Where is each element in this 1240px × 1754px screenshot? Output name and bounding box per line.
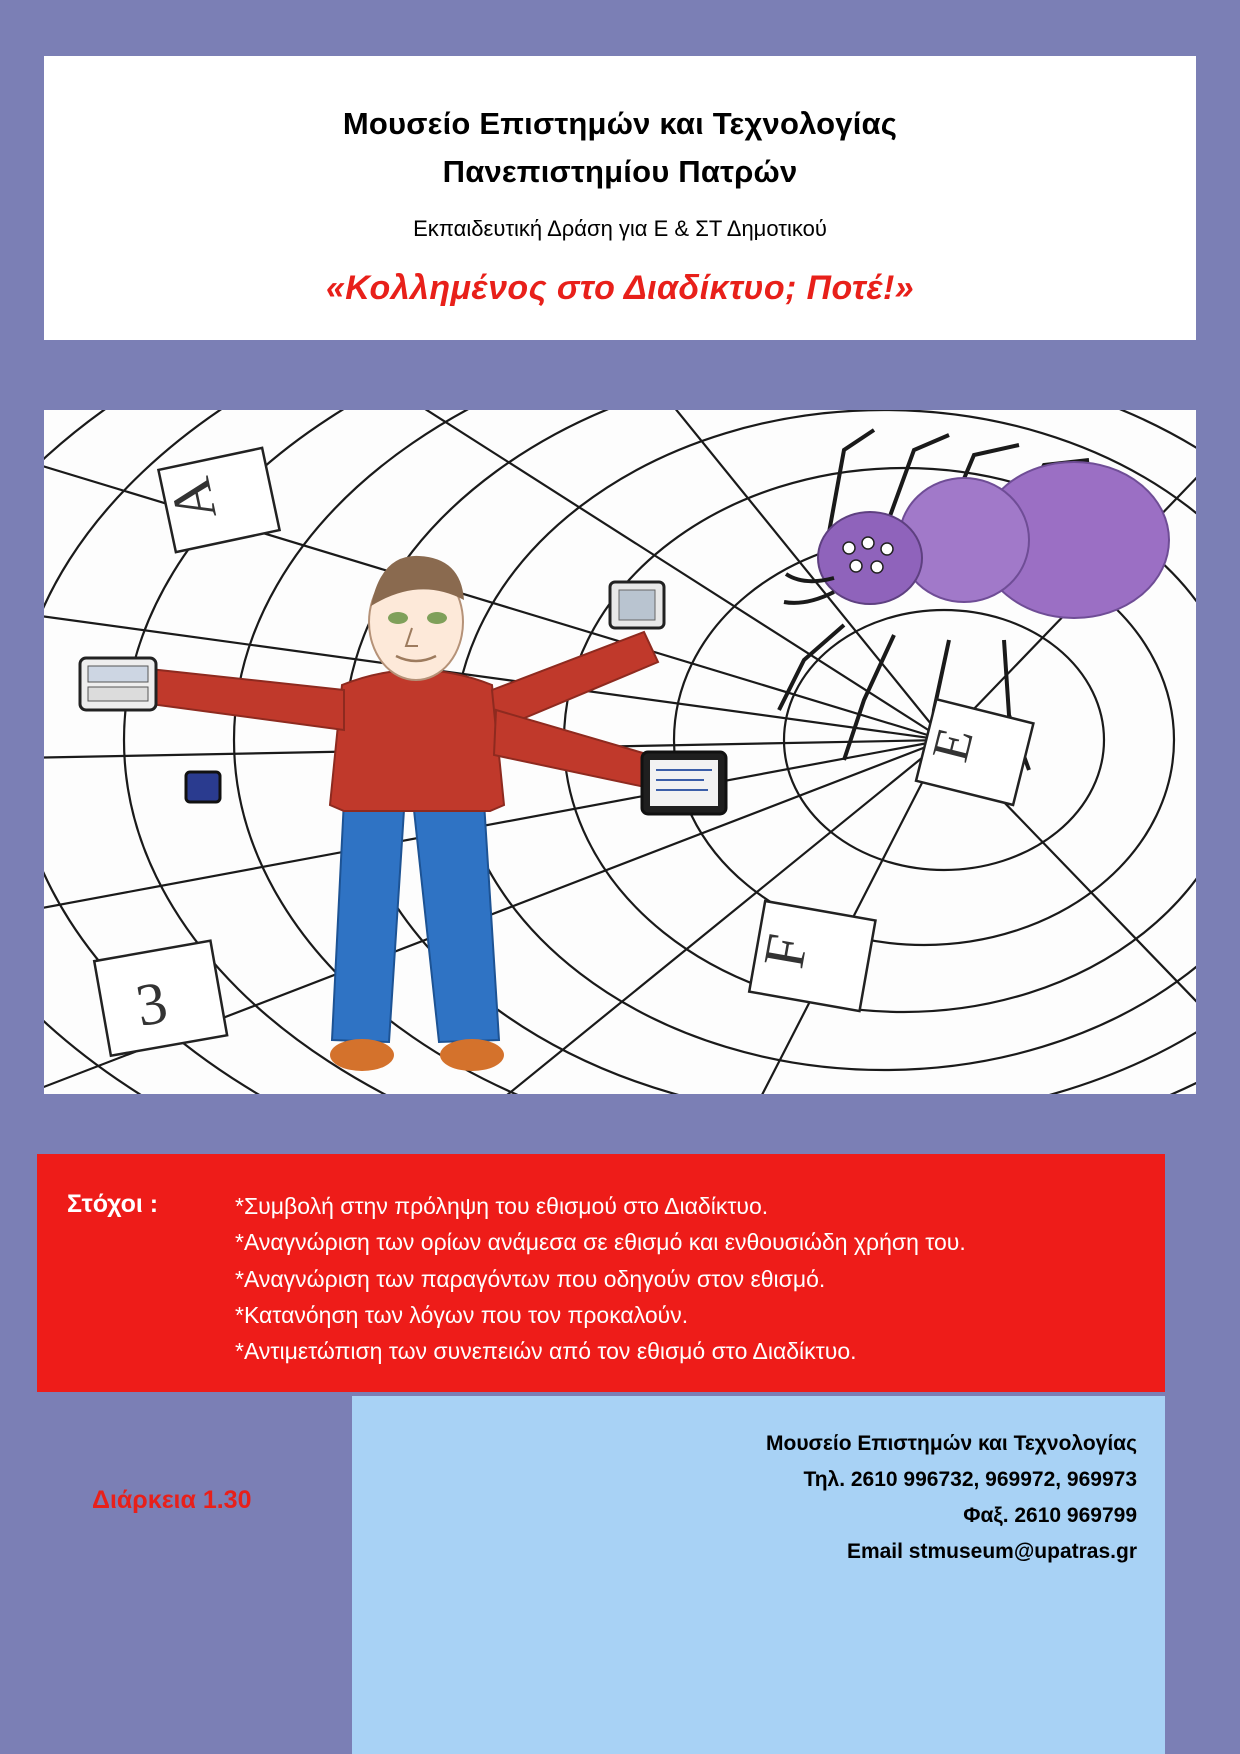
program-subtitle: Εκπαιδευτική Δράση για Ε & ΣΤ Δημοτικού — [413, 216, 827, 242]
contact-block — [766, 1426, 1137, 1570]
goals-list — [235, 1188, 1145, 1370]
goal-item: *Κατανόηση των λόγων που τον προκαλούν. — [235, 1301, 689, 1328]
footer-panel — [352, 1396, 1165, 1754]
goal-item: *Αντιμετώπιση των συνεπειών από τον εθισμό στο Διαδίκτυο. — [235, 1338, 857, 1365]
contact-museum-name: Μουσείο Επιστημών και Τεχνολογίας — [766, 1432, 1137, 1455]
goals-label: Στόχοι : — [67, 1190, 159, 1218]
illustration-frame — [44, 410, 1196, 1094]
goal-item: *Αναγνώριση των παραγόντων που οδηγούν στον εθισμό. — [235, 1265, 826, 1292]
goal-item: *Αναγνώριση των ορίων ανάμεσα σε εθισμό και ενθουσιώδη χρήση του. — [235, 1229, 966, 1256]
child-drawing — [44, 410, 1196, 1094]
goals-box — [37, 1154, 1165, 1392]
contact-fax: Φαξ. 2610 969799 — [963, 1504, 1137, 1528]
goal-item: *Συμβολή στην πρόληψη του εθισμού στο Διαδίκτυο. — [235, 1193, 769, 1219]
contact-phone: Τηλ. 2610 996732, 969972, 969973 — [803, 1468, 1137, 1492]
contact-email: Email stmuseum@upatras.gr — [846, 1540, 1137, 1564]
header-card — [44, 56, 1196, 340]
svg-text:F: F — [750, 929, 821, 973]
duration-label: Διάρκεια 1.30 — [92, 1486, 252, 1514]
museum-name-line2: Πανεπιστημίου Πατρών — [442, 154, 798, 190]
page-title: «Κολλημένος στο Διαδίκτυο; Ποτέ!» — [325, 268, 915, 307]
svg-text:3: 3 — [131, 968, 173, 1039]
svg-text:A: A — [156, 472, 229, 527]
svg-text:E: E — [921, 722, 985, 768]
spider-web-illustration — [44, 410, 1196, 1094]
museum-name-line1: Μουσείο Επιστημών και Τεχνολογίας — [342, 106, 898, 141]
